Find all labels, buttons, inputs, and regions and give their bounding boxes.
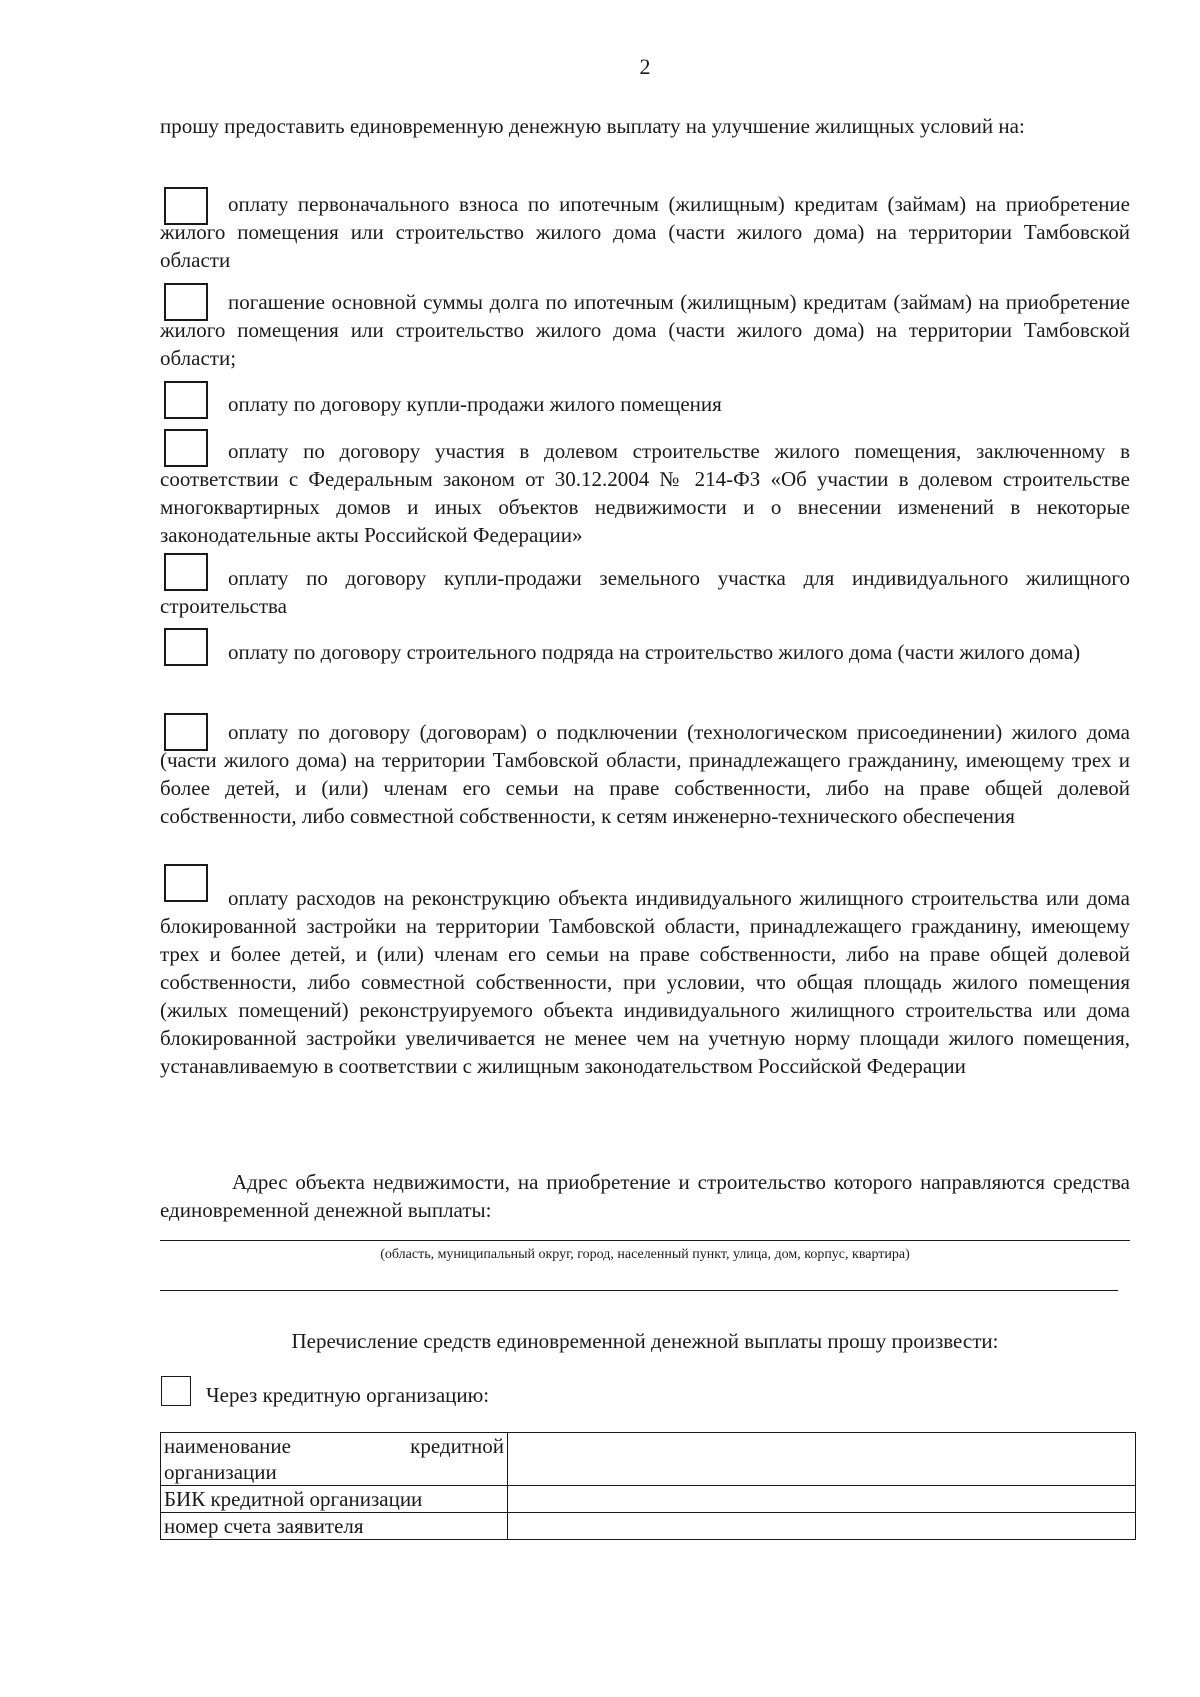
bik-field[interactable] xyxy=(508,1486,1136,1513)
page-number: 2 xyxy=(639,54,651,79)
option-6 xyxy=(160,638,1130,666)
option-5-text: оплату по договору купли-продажи земельного участка для индивидуального жилищного строительства xyxy=(160,566,1130,618)
account-number-field[interactable] xyxy=(508,1513,1136,1540)
option-1 xyxy=(160,190,1130,274)
table-row xyxy=(161,1486,1136,1513)
option-8 xyxy=(160,884,1130,1080)
option-6-text: оплату по договору строительного подряда на строительство жилого дома (части жилого дома) xyxy=(228,640,1081,664)
option-3 xyxy=(160,390,1130,418)
option-4 xyxy=(160,437,1130,549)
table-row xyxy=(161,1433,1136,1486)
option-2 xyxy=(160,288,1130,372)
option-3-text: оплату по договору купли-продажи жилого помещения xyxy=(228,392,722,416)
bank-name-label: наименование кредитной организации xyxy=(161,1433,508,1486)
option-7 xyxy=(160,718,1130,830)
option-4-text: оплату по договору участия в долевом строительстве жилого помещения, заключенному в соответствии с Федеральным законом от 30.12.2004 № 214-ФЗ «Об участии в долевом строительстве многоквартирных домов и иных объектов недвижимости и о внесении изменений в некоторые законодательные акты Российской Федерации» xyxy=(160,439,1130,547)
bik-label: БИК кредитной организации xyxy=(161,1486,508,1513)
table-row xyxy=(161,1513,1136,1540)
option-2-text: погашение основной суммы долга по ипотечным (жилищным) кредитам (займам) на приобретение жилого помещения или строительство жилого дома (части жилого дома) на территории Тамбовской области; xyxy=(160,290,1130,370)
option-5 xyxy=(160,564,1130,620)
option-1-text: оплату первоначального взноса по ипотечным (жилищным) кредитам (займам) на приобретение жилого помещения или строительство жилого дома (части жилого дома) на территории Тамбовской области xyxy=(160,192,1130,272)
bank-option-checkbox[interactable] xyxy=(161,1376,191,1406)
option-8-text: оплату расходов на реконструкцию объекта индивидуального жилищного строительства или дома блокированной застройки на территории Тамбовской области, принадлежащего гражданину, имеющему трех и более детей, и (или) членам его семьи на праве собственности, либо на праве общей долевой собственности, либо совместной собственности, при условии, что общая площадь жилого помещения (жилых помещений) реконструируемого объекта индивидуального жилищного строительства или дома блокированной застройки увеличивается не менее чем на учетную норму площади жилого помещения, устанавливаемую в соответствии с жилищным законодательством Российской Федерации xyxy=(160,886,1130,1078)
transfer-title: Перечисление средств единовременной денежной выплаты прошу произвести: xyxy=(291,1329,999,1353)
address-caption: (область, муниципальный округ, город, населенный пункт, улица, дом, корпус, квартира) xyxy=(380,1247,910,1262)
address-intro: Адрес объекта недвижимости, на приобретение и строительство которого направляются средства единовременной денежной выплаты: xyxy=(160,1170,1130,1222)
address-line-1[interactable] xyxy=(160,1240,1130,1241)
bank-name-field[interactable] xyxy=(508,1433,1136,1486)
account-number-label: номер счета заявителя xyxy=(161,1513,508,1540)
address-line-2[interactable] xyxy=(160,1290,1118,1291)
bank-option-label: Через кредитную организацию: xyxy=(206,1383,490,1407)
option-7-text: оплату по договору (договорам) о подключении (технологическом присоединении) жилого дома (части жилого дома) на территории Тамбовской области, принадлежащего гражданину, имеющему трех и более детей, и (или) членам его семьи на праве собственности, либо на праве общей долевой собственности, либо совместной собственности, к сетям инженерно-технического обеспечения xyxy=(160,720,1130,828)
bank-details-table xyxy=(160,1432,1136,1540)
intro-text: прошу предоставить единовременную денежную выплату на улучшение жилищных условий на: xyxy=(160,114,1025,138)
